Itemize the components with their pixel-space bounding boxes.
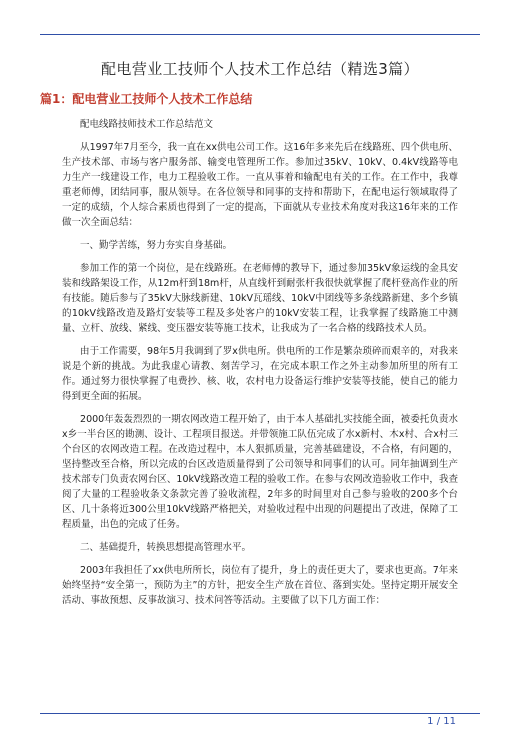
footer-rule — [40, 713, 480, 714]
section-heading: 篇1：配电营业工技师个人技术工作总结 — [40, 92, 253, 106]
paragraph-1: 从1997年7月至今，我一直在xx供电公司工作。这16年多来先后在线路班、四个供电所、生产技术部、市场与客户服务部、输变电管理所工作。参加过35kV、10kV、0.4kV线路等电力生产一线建设工作，电力工程验收工作。一直从事着和输配电有关的工作。在工作中，我尊重老师傅，团结同事，服从领导。在各位领导和同事的支持和帮助下，在配电运行领域取得了一定的成绩，个人综合素质也得到了一定的提高，下面就从专业技术角度对我这16年来的工作做一次全面总结： — [62, 142, 458, 228]
paragraph-3: 由于工作需要，98年5月我调到了罗x供电所。供电所的工作是繁杂琐碎而艰辛的，对我来说是个新的挑战。为此我虚心请教、刻苦学习，在完成本职工作之外主动参加所里的所有工作。通过努力很快掌握了电费抄、核、收，农村电力设备运行维护安装等技能，使自己的能力得到更全面的拓展。 — [62, 346, 458, 402]
document-subtitle: 配电线路技师技术工作总结范文 — [80, 119, 214, 130]
paragraph-5: 2003年我担任了xx供电所所长，岗位有了提升，身上的责任更大了，要求也更高。7年来始终坚持“安全第一，预防为主”的方针，把安全生产放在首位、落到实处。坚持定期开展安全活动、事故预想、反事故演习、技术问答等活动。主要做了以下几方面工作： — [62, 565, 458, 606]
header-rule — [40, 34, 480, 35]
document-title: 配电营业工技师个人技术工作总结（精选3篇） — [101, 60, 419, 78]
paragraph-4: 2000年轰轰烈烈的一期农网改造工程开始了，由于本人基础扎实技能全面，被委托负责水x乡一半台区的勘测、设计、工程项目报送。并带领施工队伍完成了水x新村、木x村、合x村三个台区的农网改造工程。在改造过程中，本人狠抓质量，完善基础建设，不合格，有问题的，坚持整改至合格，所以完成的台区改造质量得到了公司领导和同事们的认可。同年抽调到生产技术部专门负责农网台区、10kV线路改造工程的验收工作。在参与农网改造验收工作中，我查阅了大量的工程验收条文条款完善了验收流程，2年多的时间里对自己参与验收的200多个台区、几十条将近300公里10kV线路严格把关，对验收过程中出现的问题提出了改进，保障了工程质量，出色的完成了任务。 — [62, 414, 458, 530]
section-point-2: 二、基础提升，转换思想提高管理水平。 — [80, 542, 252, 553]
page-number: 1 / 11 — [427, 716, 456, 727]
section-point-1: 一、勤学苦练，努力夯实自身基础。 — [80, 240, 233, 251]
document-body — [40, 58, 458, 616]
paragraph-2: 参加工作的第一个岗位，是在线路班。在老师傅的教导下，通过参加35kV象运线的金具安装和线路架设工作，从12m杆到18m杆，从直线杆到耐张杆我很快就掌握了爬杆登高作业的所有技能。随后参与了35kV大脉线新建、10kV瓦瑶线、10kV中团线等多条线路新建、多个乡镇的10kV线路改造及路灯安装等工程及多处客户的10kV安装工程，让我掌握了线路施工中测量、立杆、放线、紧线、变压器安装等施工技术，让我成为了一名合格的线路技术人员。 — [62, 263, 458, 334]
